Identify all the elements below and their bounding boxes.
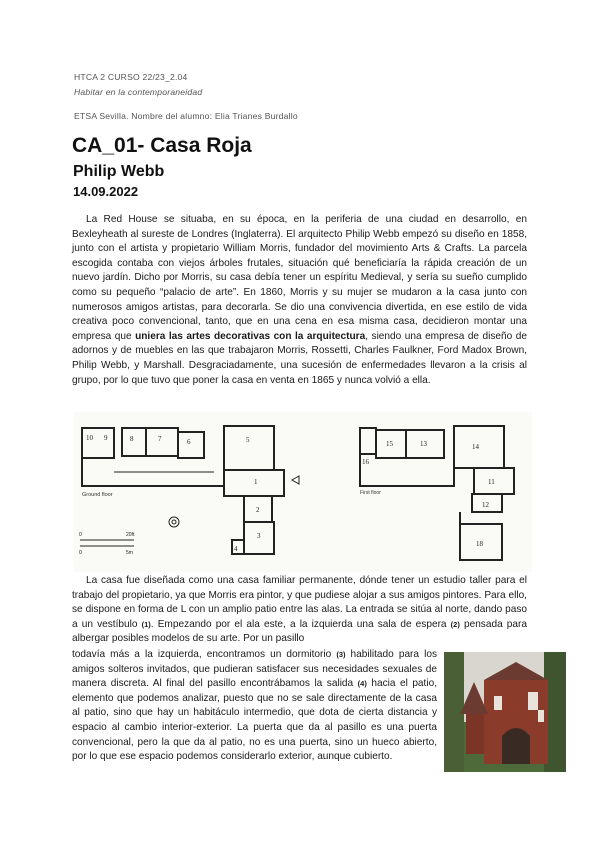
ref-2: (2) [450,619,460,629]
red-house-photo [444,652,566,772]
document-date: 14.09.2022 [73,184,139,199]
ref-4: (4) [357,679,367,689]
room-num: 2 [256,506,260,514]
room-num: 3 [257,532,261,540]
paragraph-wrapped [72,648,437,765]
floor-plans-figure [74,412,532,572]
ref-1: (1) [141,619,151,629]
ref-3: (3) [336,650,346,659]
room-num: 6 [187,438,191,446]
room-num: 7 [158,435,162,443]
photo-window [538,710,544,722]
para3-text-c: hacia el patio, elemento que podemos analizar, puesto que no se sale directamente de la casa al patio, sino que hay un habitáculo intermedio, que dota de cierta distancia y espacio al cambio interior-exterior. La puerta que da al pasillo es una puerta convencional, pero la que da al patio, no es una puerta, sino un hueco abierto, por lo que ese espacio podemos considerarlo exterior, aunque cubierto. [72,678,438,763]
scale-zero-m: 0 [79,550,82,556]
scale-zero-ft: 0 [79,532,82,538]
ground-floor-label: Ground floor [82,492,113,498]
document-title: CA_01- Casa Roja [72,134,252,157]
room-num: 8 [130,435,134,443]
school-student-line: ETSA Sevilla. Nombre del alumno: Elia Trianes Burdallo [74,111,298,121]
room-num: 15 [386,440,393,448]
photo-window [528,692,538,710]
room-num: 16 [362,458,369,466]
para1-bold: uniera las artes decorativas con la arquitectura [135,330,366,342]
scale-ft-label: 20ft [126,532,135,538]
figure-background [74,412,532,572]
room-num: 13 [420,440,427,448]
para1-text-b: , siendo una empresa de diseño de adornos y de muebles en las que trabajaron Morris, Rossetti, Charles Faulkner, Ford Madox Brown, Philip Webb, y Marshall. Desgraciadamente, una sucesión de enfermedades llevaron a la crisis al grupo, por lo que tuvo que poner la casa en venta en 1865 y nunca volvió a ella. [72,330,527,386]
photo-well-base [466,714,484,754]
photo-arch [502,728,530,764]
room-num: 14 [472,443,479,451]
course-code: HTCA 2 CURSO 22/23_2.04 [74,72,188,82]
para2-text-a: La casa fue diseñada como una casa familiar permanente, dónde tener un estudio taller para el trabajo del propietario, ya que Morris era pintor, y que pudiese alojar a sus amigos pintores. Para ello, se dispone en forma de L con un amplio patio entre las alas. La entrada se sitúa al norte, dando paso a un vestíbulo [72,575,527,630]
room-num: 5 [246,436,250,444]
paragraph-intro [72,213,527,388]
document-author: Philip Webb [73,163,165,180]
first-floor-label: First floor [360,490,381,496]
para3-text-a: todavía más a la izquierda, encontramos un dormitorio [72,649,337,660]
scale-m-label: 5m [126,550,133,556]
room-num: 18 [476,540,483,548]
room-num: 11 [488,478,495,486]
room-num: 12 [482,501,489,509]
room-num: 1 [254,478,258,486]
para2-text-b: . Empezando por el ala este, a la izquierda una sala de espera [150,618,451,630]
paragraph-layout [72,574,527,647]
para1-text-a: La Red House se situaba, en su época, en la periferia de una ciudad en desarrollo, en Bexleyheath al sureste de Londres (Inglaterra). El arquitecto Philip Webb empezó su diseño en 1858, junto con el artista y propietario William Morris, fundador del movimiento Arts & Crafts. La parcela escogida contaba con viejos árboles frutales, situación qué beneficiaría la rápida creación de un nuevo jardín. Dicho por Morris, su casa debía tener un espíritu Medieval, y sería su sueño cumplido como su pequeño “palacio de arte”. En 1860, Morris y su mujer se mudaron a la casa junto con numerosos amigos artistas, para decorarla. Se dio una convivencia divertida, en ese estilo de vida creativa poco convencional, tanto, que en una cena en esa misma casa, decidieron montar una empresa que [72,214,527,342]
para3-text-b: habilitado para los amigos solteros invitados, que pudieran satisfacer sus necesidades sexuales de manera discreta. Al final del pasillo encontrábamos la salida [72,649,437,690]
para2-text-c: pensada para albergar posibles modelos de su arte. Por un pasillo [72,618,528,645]
room-num: 4 [234,545,238,553]
photo-window [494,696,502,710]
room-num: 9 [104,434,108,442]
room-num: 10 [86,434,93,442]
course-subtitle: Habitar en la contemporaneidad [74,87,203,97]
